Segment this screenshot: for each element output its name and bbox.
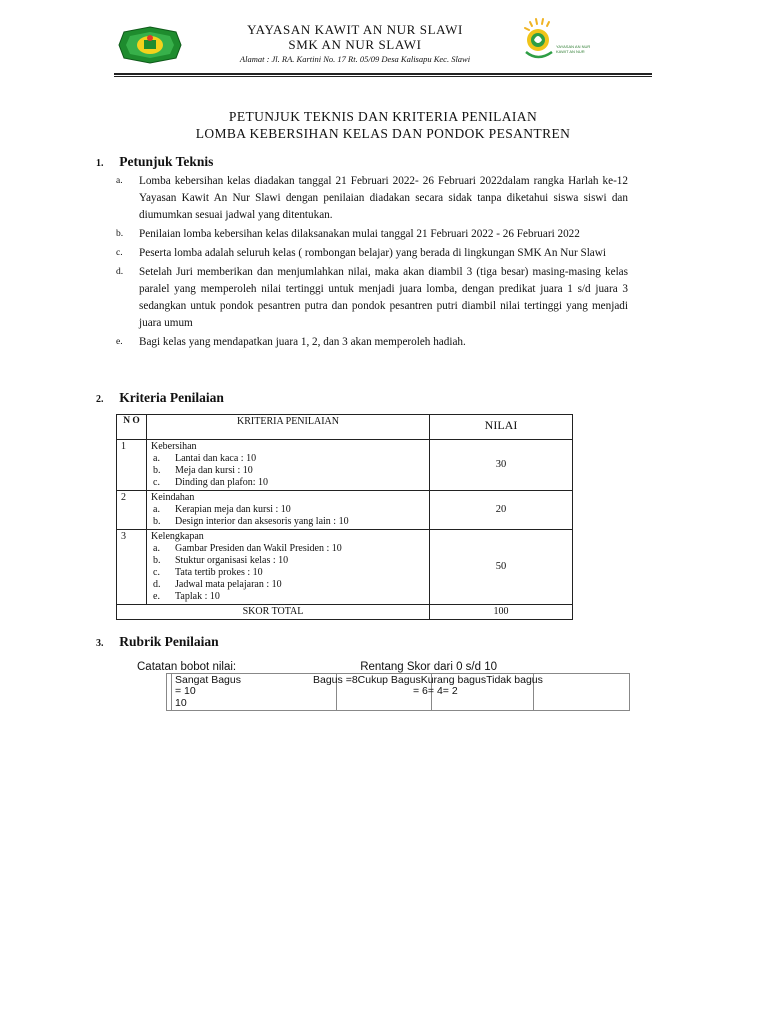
- sub-letter: e.: [153, 591, 160, 602]
- document-title: [100, 108, 666, 142]
- list-item: [116, 173, 628, 224]
- list-letter: d.: [116, 267, 124, 277]
- list-text: Lomba kebersihan kelas diadakan tanggal 21 Februari 2022- 26 Februari 2022dalam rangka Harlah ke-12 Yayasan Kawit An Nur Slawi dengan penilaian diadakan secara sidak tanpa diketahui siswa siswi dan diumumkan sesuai jadwal yang ditentukan.: [139, 175, 628, 221]
- sub-text: Jadwal mata pelajaran : 10: [175, 579, 282, 590]
- score-note: [137, 661, 497, 673]
- sub-text: Meja dan kursi : 10: [175, 465, 253, 476]
- table-total-row: [117, 605, 573, 620]
- rubric-sangat-bagus-num: 10: [175, 697, 187, 709]
- sub-letter: d.: [153, 579, 161, 590]
- school-name: SMK AN NUR SLAWI: [288, 37, 422, 52]
- list-text: Bagi kelas yang mendapatkan juara 1, 2, dan 3 akan memperoleh hadiah.: [139, 336, 466, 348]
- letterhead: [190, 22, 520, 66]
- school-address: Alamat : Jl. RA. Kartini No. 17 Rt. 05/09 Desa Kalisapu Kec. Slawi: [239, 54, 471, 64]
- table-header-row: [117, 415, 573, 440]
- technical-guidelines-list: [116, 173, 628, 353]
- rubric-table: [166, 673, 630, 711]
- rubric-sangat-bagus-value: = 10: [175, 685, 196, 697]
- total-label: SKOR TOTAL: [117, 605, 430, 620]
- section-number: 2.: [96, 394, 104, 405]
- title-line-2: LOMBA KEBERSIHAN KELAS DAN PONDOK PESANTREN: [195, 126, 571, 141]
- section-number: 1.: [96, 158, 104, 169]
- list-letter: a.: [116, 176, 123, 186]
- list-letter: c.: [116, 248, 123, 258]
- rubric-values: = 6= 4= 2: [413, 685, 458, 697]
- section-title: Petunjuk Teknis: [119, 154, 214, 169]
- sub-text: Stuktur organisasi kelas : 10: [175, 555, 289, 566]
- sub-text: Gambar Presiden dan Wakil Presiden : 10: [175, 543, 342, 554]
- sub-item: [151, 453, 425, 465]
- sub-item: [151, 543, 425, 555]
- criteria-table: [116, 414, 573, 620]
- table-row: [117, 440, 573, 491]
- row-criteria: [147, 440, 430, 491]
- section-1-heading: [96, 154, 213, 170]
- table-row: [117, 530, 573, 605]
- sub-text: Kerapian meja dan kursi : 10: [175, 504, 291, 515]
- sub-letter: b.: [153, 465, 161, 476]
- list-letter: b.: [116, 229, 124, 239]
- sub-text: Dinding dan plafon: 10: [175, 477, 269, 488]
- sub-letter: b.: [153, 516, 161, 527]
- sub-item: [151, 579, 425, 591]
- rubric-cell-divider: [171, 674, 172, 710]
- rubric-categories: Bagus =8Cukup BagusKurang bagusTidak bagus: [313, 674, 543, 686]
- rentang-label: Rentang Skor dari 0 s/d 10: [360, 661, 497, 673]
- header-nilai: NILAI: [430, 415, 573, 440]
- criteria-title: Kebersihan: [151, 441, 197, 452]
- list-text: Penilaian lomba kebersihan kelas dilaksanakan mulai tanggal 21 Februari 2022 - 26 Februari 2022: [139, 228, 580, 240]
- sub-item: [151, 477, 425, 489]
- list-text: Peserta lomba adalah seluruh kelas ( rombongan belajar) yang berada di lingkungan SMK An Nur Slawi: [139, 247, 606, 259]
- list-text: Setelah Juri memberikan dan menjumlahkan nilai, maka akan diambil 3 (tiga besar) masing-masing kelas paralel yang memperoleh nilai tertinggi untuk menjadi juara lomba, dengan predikat juara 1 s/d juara 3 sedangkan untuk pondok pesantren putra dan pondok pesantren putri diambil nilai tertinggi yang menjadi juara umum: [139, 266, 628, 329]
- row-nilai: 50: [430, 530, 573, 605]
- school-logo-left-icon: [118, 26, 182, 64]
- title-line-1: PETUNJUK TEKNIS DAN KRITERIA PENILAIAN: [228, 109, 538, 124]
- row-nilai: 30: [430, 440, 573, 491]
- list-item: [116, 264, 628, 332]
- sub-letter: a.: [153, 543, 160, 554]
- row-criteria: [147, 491, 430, 530]
- sub-item: [151, 504, 425, 516]
- sub-letter: b.: [153, 555, 161, 566]
- row-criteria: [147, 530, 430, 605]
- section-title: Rubrik Penilaian: [119, 634, 219, 649]
- row-no: 1: [117, 440, 147, 491]
- total-value: 100: [430, 605, 573, 620]
- sub-letter: c.: [153, 567, 160, 578]
- sub-item: [151, 555, 425, 567]
- sub-text: Tata tertib prokes : 10: [175, 567, 263, 578]
- section-title: Kriteria Penilaian: [119, 390, 224, 405]
- criteria-title: Keindahan: [151, 492, 195, 503]
- catatan-label: Catatan bobot nilai:: [137, 661, 237, 673]
- row-no: 2: [117, 491, 147, 530]
- sub-letter: a.: [153, 453, 160, 464]
- sub-letter: c.: [153, 477, 160, 488]
- letterhead-rule-thick: [114, 73, 652, 75]
- harlah-logo-right-icon: [516, 16, 588, 66]
- row-no: 3: [117, 530, 147, 605]
- sub-text: Taplak : 10: [175, 591, 220, 602]
- row-nilai: 20: [430, 491, 573, 530]
- letterhead-rule-thin: [114, 76, 652, 77]
- sub-item: [151, 465, 425, 477]
- sub-item: [151, 567, 425, 579]
- sub-item: [151, 516, 425, 528]
- list-item: [116, 245, 628, 262]
- section-2-heading: [96, 390, 224, 406]
- rubric-sangat-bagus: Sangat Bagus: [175, 674, 241, 686]
- header-no: N O: [117, 415, 147, 440]
- sub-text: Design interior dan aksesoris yang lain : 10: [175, 516, 349, 527]
- harlah-logo-text: YAYASAN AN NUR KAWIT AN NUR: [556, 44, 591, 54]
- criteria-title: Kelengkapan: [151, 531, 204, 542]
- sub-item: [151, 591, 425, 603]
- table-row: [117, 491, 573, 530]
- list-item: [116, 226, 628, 243]
- sub-letter: a.: [153, 504, 160, 515]
- list-letter: e.: [116, 337, 123, 347]
- section-number: 3.: [96, 638, 104, 649]
- sub-text: Lantai dan kaca : 10: [175, 453, 257, 464]
- org-name: YAYASAN KAWIT AN NUR SLAWI: [247, 22, 463, 37]
- section-3-heading: [96, 634, 219, 650]
- list-item: [116, 334, 628, 351]
- header-kriteria: KRITERIA PENILAIAN: [147, 415, 430, 440]
